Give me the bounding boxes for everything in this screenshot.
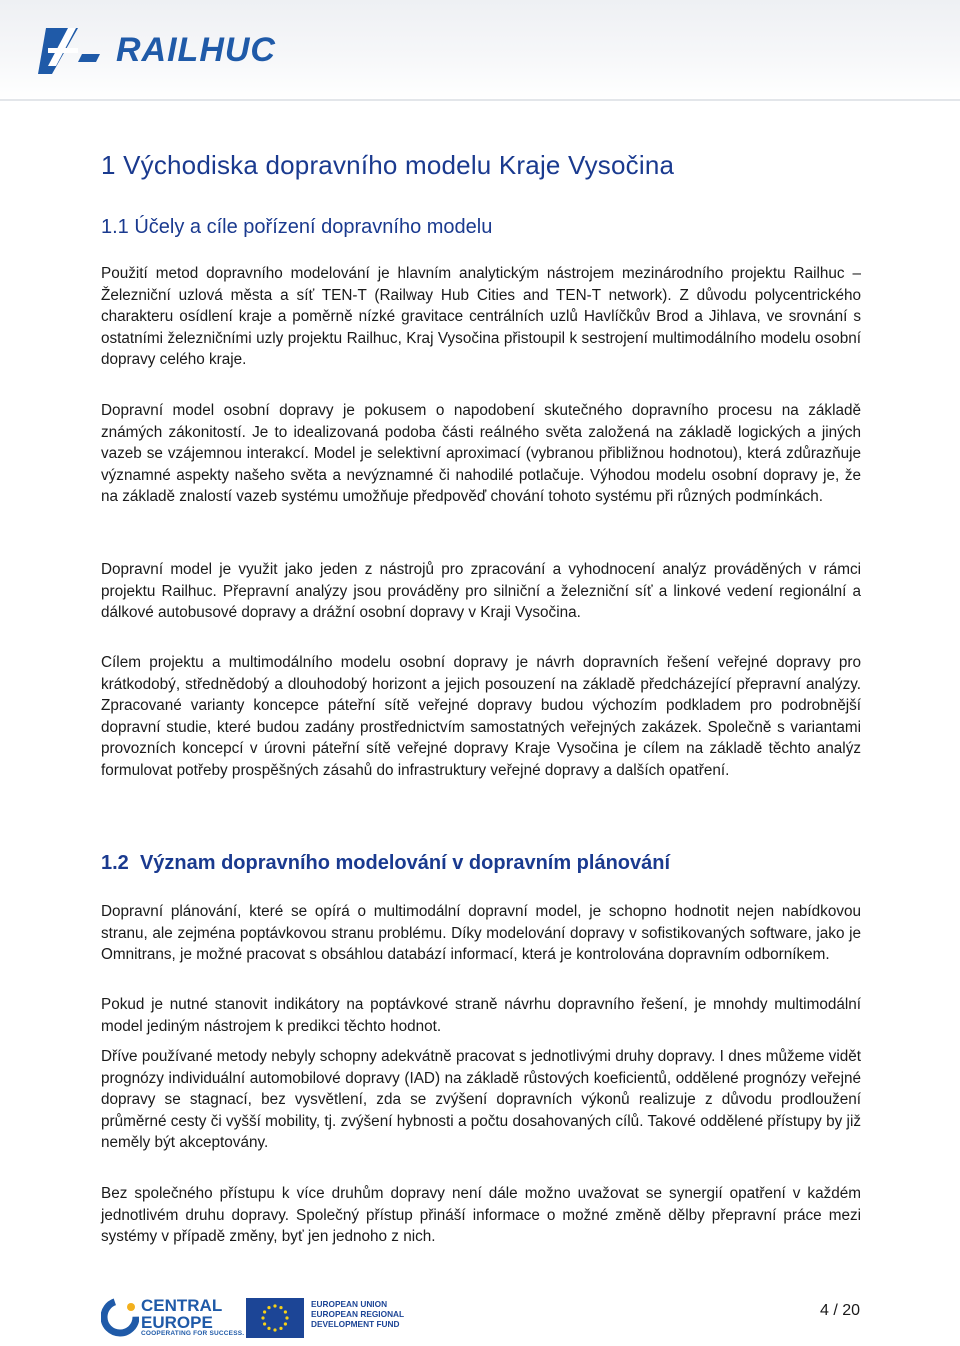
logo-text: RAILHUC	[116, 31, 276, 69]
footer-logos	[101, 1295, 405, 1343]
paragraph: Použití metod dopravního modelování je hlavním analytickým nástrojem mezinárodního projektu Railhuc – Železniční uzlová města a síť TEN-T (Railway Hub Cities and TEN-T network). Z důvodu polycentrického charakteru osídlení kraje a poměrně nízké gravitace centrálních uzlů Havlíčkův Brod a Jihlava, ve srovnání s ostatními železničními uzly projektu Railhuc, Kraj Vysočina přistoupil k sestrojení multimodálního modelu osobní dopravy celého kraje.	[101, 265, 861, 369]
central-europe-subtitle: COOPERATING FOR SUCCESS.	[141, 1330, 245, 1337]
section-title-text: Význam dopravního modelování v dopravním plánování	[139, 852, 671, 874]
central-europe-icon	[101, 1295, 139, 1339]
section-title-1-1: 1.1 Účely a cíle pořízení dopravního modelu	[101, 216, 493, 238]
central-europe-title-line: EUROPE	[141, 1313, 213, 1332]
paragraph: Dopravní model je využit jako jeden z nástrojů pro zpracování a vyhodnocení analýz prováděných v rámci projektu Railhuc. Přepravní analýzy jsou prováděny pro silniční a železniční síť a linkové vedení regionální a dálkové autobusové dopravy a drážní osobní dopravy v Kraji Vysočina.	[101, 561, 861, 622]
paragraph: Bez společného přístupu k více druhům dopravy není dále možno uvažovat se synergií opatření v každém jednotlivém druhu dopravy. Společný přístup přináší informace o možné změně dělby přepravní práce mezi systémy v případě změny, byť jen jednoho z nich.	[101, 1185, 861, 1246]
central-europe-title	[141, 1297, 222, 1331]
eu-text-line: EUROPEAN UNION	[311, 1299, 388, 1309]
paragraph: Dopravní model osobní dopravy je pokusem o napodobení skutečného dopravního procesu na základě známých zákonitostí. Je to idealizovaná podoba části reálného světa založená na základě logických a jiných vazeb se vzájemnou interakcí. Model je selektivní aproximací (vybranou přibližnou hodnotou), která zdůrazňuje významné aspekty našeho světa a nevýznamné či nahodilé potlačuje. Výhodou modelu osobní dopravy je, že na základě znalostí vazeb systému umožňuje předpověď chování tohoto systému při různých podmínkách.	[101, 402, 861, 506]
eu-text-line: EUROPEAN REGIONAL	[311, 1309, 405, 1320]
section-title-1-2	[101, 852, 670, 875]
paragraph: Dopravní plánování, které se opírá o multimodální dopravní model, je schopno hodnotit nejen nabídkovou stranu, ale zejména poptávkovou stranu problému. Díky modelování dopravy v sofistikovaných software, jako je Omnitrans, je možné pracovat s obsáhlou databází informací, která je kontrolována dopravním odborníkem.	[101, 903, 861, 964]
paragraph: Pokud je nutné stanovit indikátory na poptávkové straně návrhu dopravního řešení, je mnohdy multimodální model jediným nástrojem k predikci těchto hodnot.	[101, 996, 861, 1035]
section-number: 1.2	[101, 852, 129, 874]
railhuc-logo-icon	[38, 26, 108, 76]
chapter-title: 1 Východiska dopravního modelu Kraje Vysočina	[101, 150, 675, 180]
central-europe-logo	[101, 1295, 245, 1341]
header-divider	[0, 99, 960, 101]
paragraph: Dříve používané metody nebyly schopny adekvátně pracovat s jednotlivými druhy dopravy. I dnes můžeme vidět prognózy individuální automobilové dopravy (IAD) na základě růstových koeficientů, oddělené prognózy veřejné dopravy se stagnací, bez vysvětlení, zda se zvýšení dopravních výkonů realizuje z důvodu prodloužení průměrné cesty či vyšší mobility, tj. zvýšení hybnosti a počtu dosahovaných cílů. Takové oddělené přístupy by již neměly být akceptovány.	[101, 1048, 861, 1152]
paragraph: Cílem projektu a multimodálního modelu osobní dopravy je návrh dopravních řešení veřejné dopravy pro krátkodobý, střednědobý a dlouhodobý horizont a jejich posouzení na základě předcházející přepravní analýzy. Zpracované varianty koncepce páteřní sítě veřejné dopravy budou výchozím podkladem pro podrobnější dopravní studie, které budou zadány prostřednictvím samostatných veřejných zakázek. Společně s variantami provozních koncepcí v úrovni páteřní sítě veřejné dopravy Kraje Vysočina je cílem na základě těchto analýz formulovat potřeby prospěšných zásahů do infrastruktury veřejné dopravy a dalších opatření.	[101, 654, 861, 779]
eu-fund-text	[311, 1299, 404, 1330]
page-number: 4 / 20	[819, 1302, 860, 1319]
central-europe-title-line: CENTRAL	[141, 1296, 223, 1315]
eu-flag-icon	[246, 1298, 304, 1338]
railhuc-logo	[38, 26, 276, 76]
eu-text-line: DEVELOPMENT FUND	[311, 1319, 400, 1330]
